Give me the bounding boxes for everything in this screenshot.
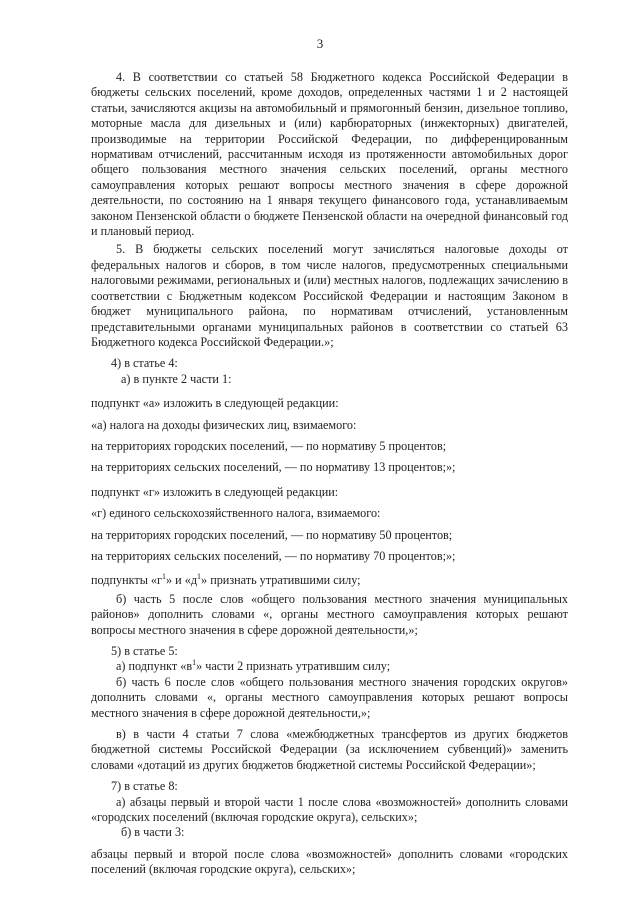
subparagraph-a-line-1: «а) налога на доходы физических лиц, взимаемого:	[91, 417, 357, 432]
superscript: 1	[192, 658, 197, 668]
item-7b: б) в части 3:	[121, 825, 185, 840]
subparagraph-a-line-3: на территориях сельских поселений, — по нормативу 13 процентов;»;	[91, 460, 456, 475]
item-5b: б) часть 6 после слов «общего пользования местного значения городских округов» дополнить словами «, органы местного самоуправления которых решают вопросы местного значения в сфере дорожной деятельности,»;	[91, 674, 568, 720]
page-number: 3	[316, 36, 324, 51]
subparagraph-g-line-3: на территориях сельских поселений, — по нормативу 70 процентов;»;	[91, 548, 456, 563]
text-span: » части 2 признать утратившим силу;	[196, 659, 391, 674]
item-7-heading: 7) в статье 8:	[111, 779, 178, 794]
item-7b-text: абзацы первый и второй после слова «возможностей» дополнить словами «городских поселений (включая городские округа), сельских»;	[91, 846, 568, 877]
text-span: » признать утратившими силу;	[201, 573, 361, 588]
item-5-heading: 5) в статье 5:	[111, 644, 178, 658]
subparagraphs-g1-d1	[91, 573, 568, 588]
paragraph-5: 5. В бюджеты сельских поселений могут зачисляться налоговые доходы от федеральных налогов и сборов, в том числе налогов, предусмотренных специальными налоговыми режимами, региональных и (или) местных налогов, подлежащих зачислению в соответствии с Бюджетным кодексом Российской Федерации и настоящим Законом в бюджет муниципального района, по нормативам отчислений, установленным представительными органами муниципальных районов в соответствии со статьей 63 Бюджетного кодекса Российской Федерации.»;	[91, 242, 568, 349]
subparagraph-g-line-1: «г) единого сельскохозяйственного налога, взимаемого:	[91, 506, 381, 521]
item-4-heading: 4) в статье 4:	[111, 356, 178, 371]
item-4a: а) в пункте 2 части 1:	[121, 371, 232, 386]
superscript: 1	[162, 572, 167, 582]
item-7a: а) абзацы первый и второй части 1 после слова «возможностей» дополнить словами «городских поселений (включая городские округа), сельских»;	[91, 794, 568, 825]
subparagraph-g-heading: подпункт «г» изложить в следующей редакции:	[91, 484, 339, 499]
superscript: 1	[197, 572, 202, 582]
text-span: подпункты «г	[91, 573, 163, 588]
subparagraph-a-heading: подпункт «а» изложить в следующей редакции:	[91, 396, 339, 411]
item-5c: в) в части 4 статьи 7 слова «межбюджетных трансфертов из других бюджетов бюджетной системы Российской Федерации (за исключением субвенций)» заменить словами «дотаций из других бюджетов бюджетной системы Российской Федерации»;	[91, 727, 568, 772]
text-span: » и «д	[166, 573, 198, 588]
document-body	[91, 70, 568, 878]
item-5a	[91, 659, 568, 674]
paragraph-4: 4. В соответствии со статьей 58 Бюджетного кодекса Российской Федерации в бюджеты сельских поселений, кроме доходов, определенных частями 1 и 2 настоящей статьи, зачисляются акцизы на автомобильный и прямогонный бензин, дизельное топливо, моторные масла для дизельных и (или) карбюраторных (инжекторных) двигателей, производимые на территории Российской Федерации, по дифференцированным нормативам отчислений, рассчитанным исходя из протяженности автомобильных дорог общего пользования местного значения сельских поселений, органы местного самоуправления которых решают вопросы местного значения в сфере дорожной деятельности, по состоянию на 1 января текущего финансового года, устанавливаемым законом Пензенской области о бюджете Пензенской области на очередной финансовый год и плановый период.	[91, 70, 568, 239]
text-span: а) подпункт «в	[116, 659, 193, 674]
subparagraph-a-line-2: на территориях городских поселений, — по нормативу 5 процентов;	[91, 438, 447, 453]
subparagraph-g-line-2: на территориях городских поселений, — по нормативу 50 процентов;	[91, 527, 453, 542]
item-4b: б) часть 5 после слов «общего пользования местного значения муниципальных районов» дополнить словами «, органы местного самоуправления которых решают вопросы местного значения в сфере дорожной деятельности,»;	[91, 591, 568, 637]
